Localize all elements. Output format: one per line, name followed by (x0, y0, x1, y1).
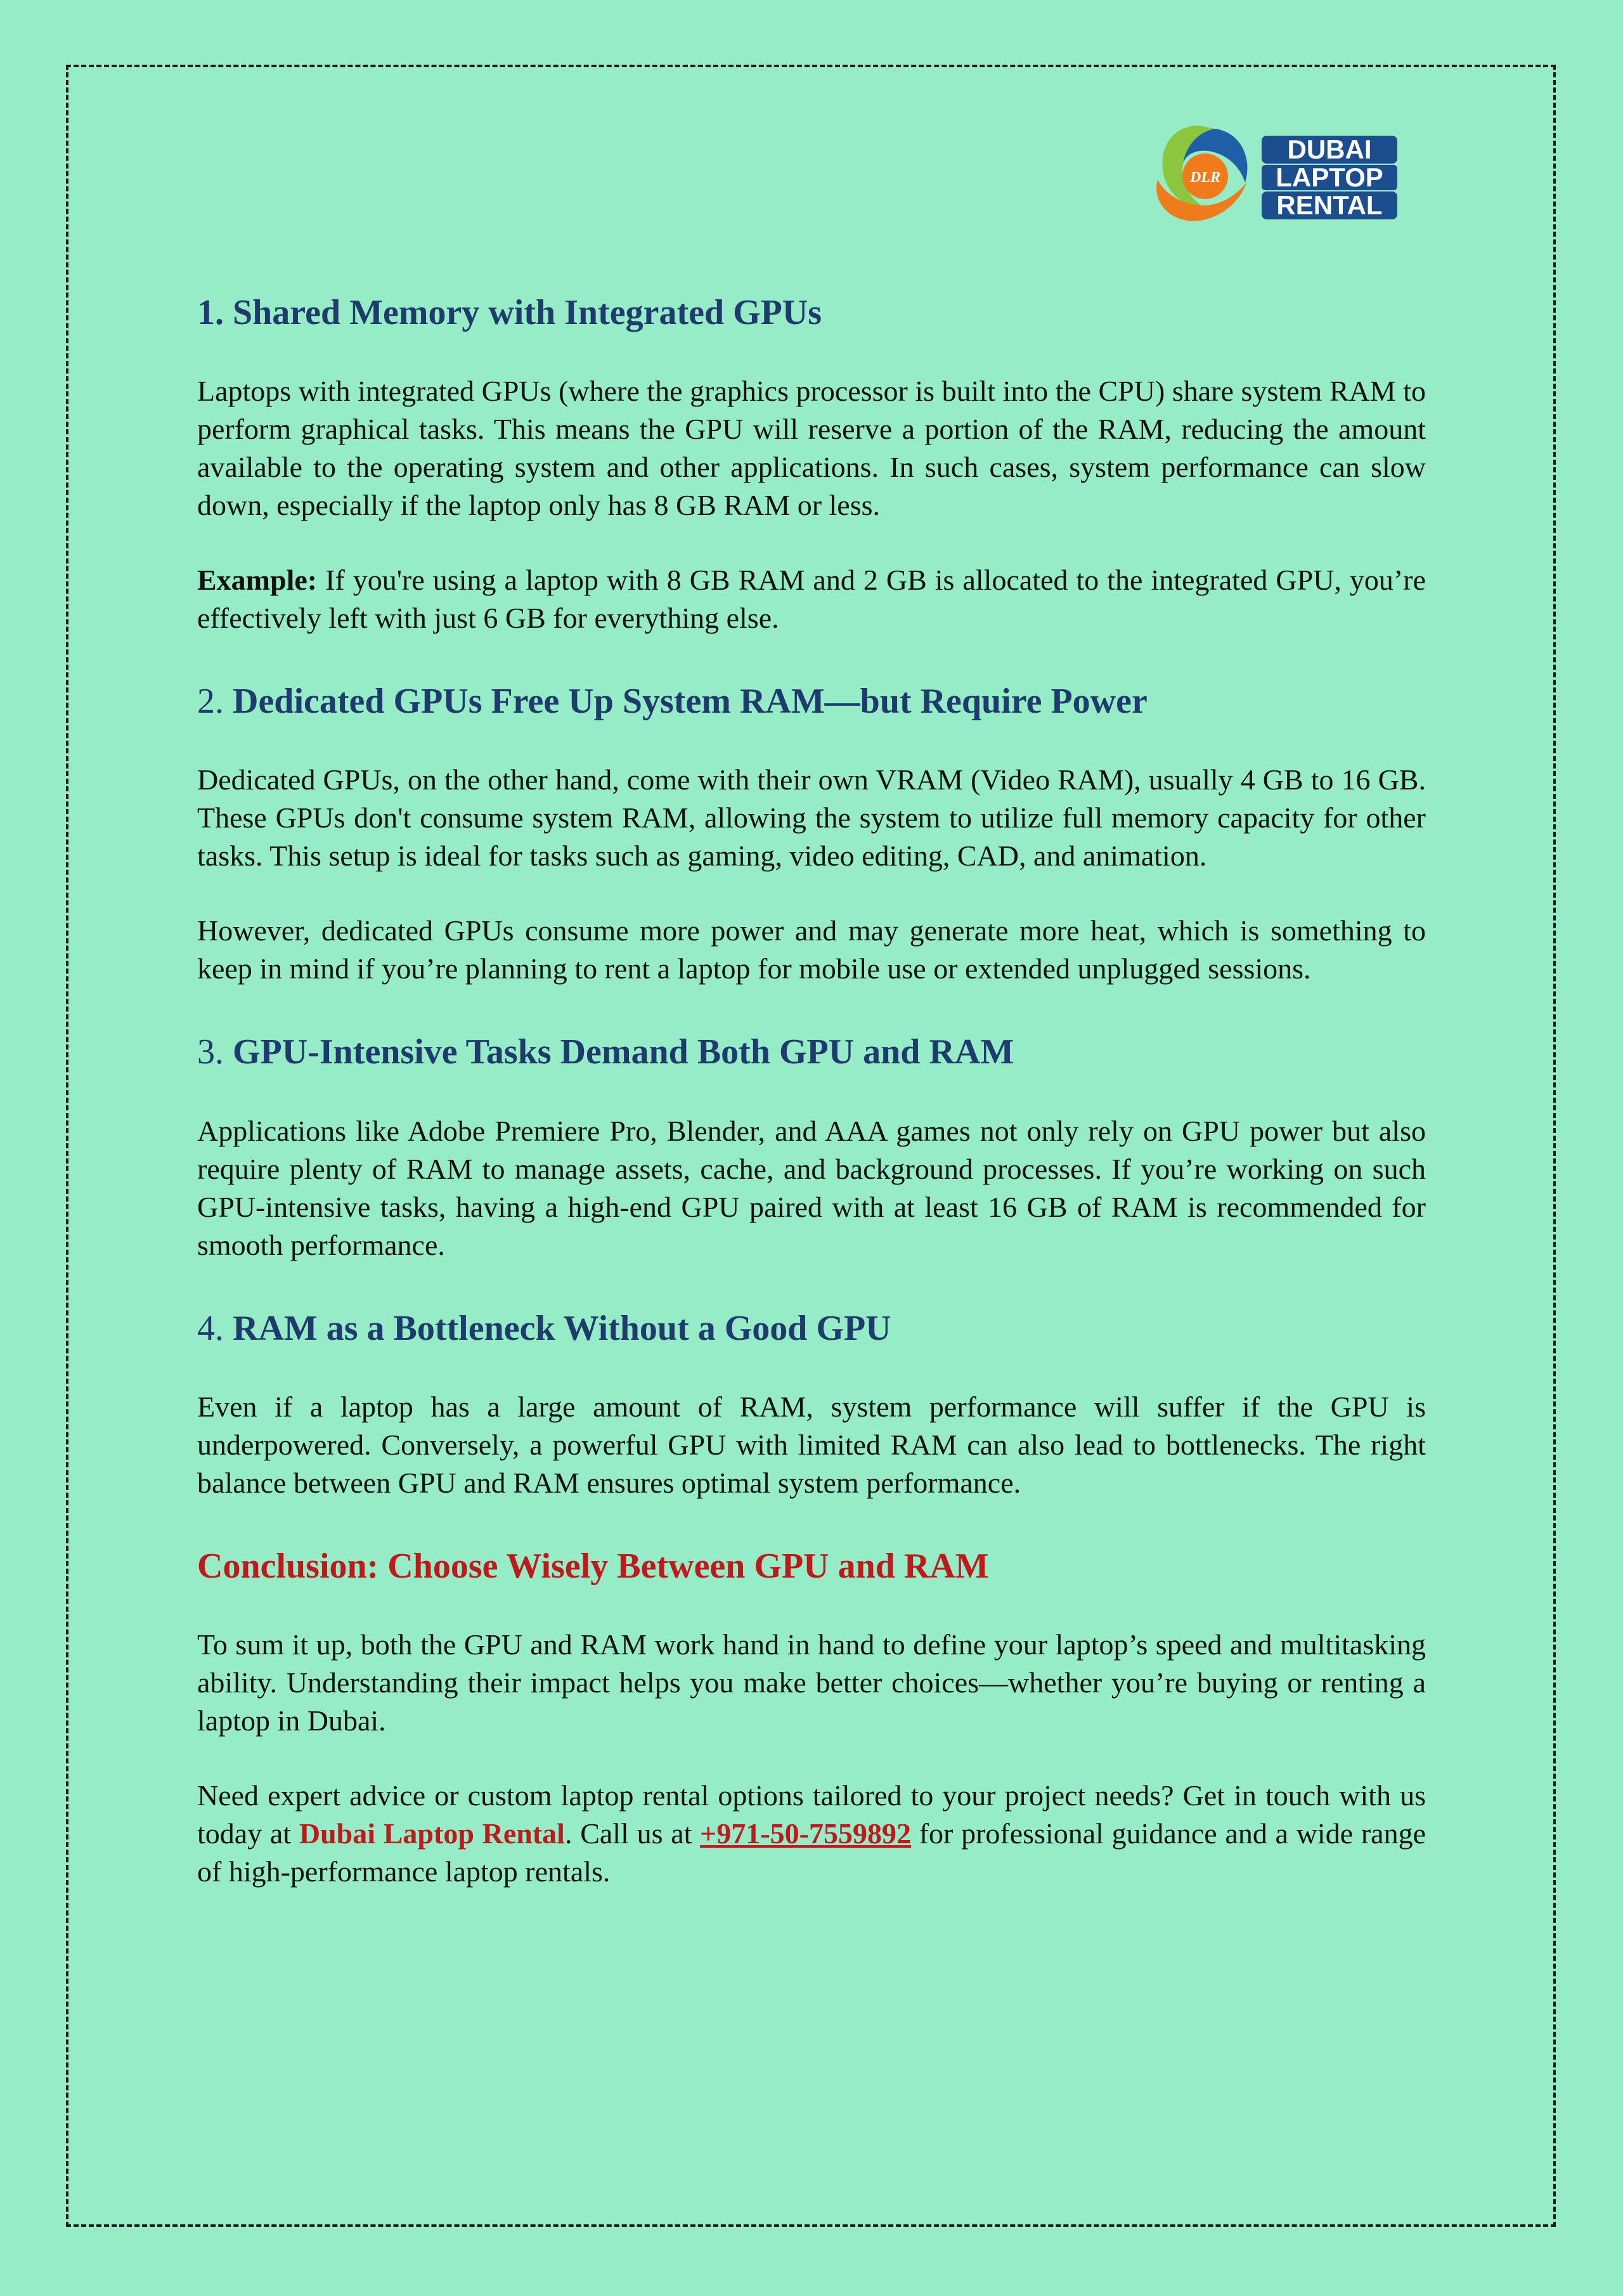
section-1-example (197, 561, 1426, 637)
example-label: Example: (197, 564, 318, 597)
conclusion-heading: Conclusion: Choose Wisely Between GPU and RAM (197, 1546, 989, 1586)
section-3-paragraph: Applications like Adobe Premiere Pro, Blender, and AAA games not only rely on GPU power but also require plenty of RAM to manage assets, cache, and background processes. If you’re working on such GPU-intensive tasks, having a high-end GPU paired with at least 16 GB of RAM is recommended for smooth performance. (197, 1114, 1426, 1261)
phone-link[interactable]: +971-50-7559892 (700, 1817, 911, 1850)
logo-line-2: LAPTOP (1276, 162, 1383, 192)
section-3-title: GPU-Intensive Tasks Demand Both GPU and RAM (233, 1032, 1014, 1072)
logo-line-3: RENTAL (1276, 190, 1383, 220)
section-3-heading (197, 1031, 1426, 1073)
cta-text-a: Need expert advice or custom laptop rental options tailored to your project needs? Get in touch with us today at (197, 1779, 1426, 1850)
conclusion-paragraph-2 (197, 1777, 1426, 1891)
cta-text-b: . Call us at (564, 1817, 701, 1850)
logo-line-1: DUBAI (1287, 134, 1372, 164)
section-2-paragraph-2: However, dedicated GPUs consume more power and may generate more heat, which is something to keep in mind if you’re planning to rent a laptop for mobile use or extended unplugged sessions. (197, 914, 1426, 985)
section-4-number: 4. (197, 1308, 224, 1348)
cta-text-c: for professional guidance and a wide range of high-performance laptop rentals. (197, 1817, 1426, 1888)
section-3-number: 3. (197, 1032, 224, 1072)
section-4-paragraph: Even if a laptop has a large amount of RAM, system performance will suffer if the GPU is underpowered. Conversely, a powerful GPU with limited RAM can also lead to bottlenecks. The right balance between GPU and RAM ensures optimal system performance. (197, 1390, 1426, 1499)
article-body (197, 292, 1426, 1891)
logo-monogram: DLR (1190, 169, 1220, 186)
section-4-title: RAM as a Bottleneck Without a Good GPU (233, 1308, 891, 1348)
example-text: If you're using a laptop with 8 GB RAM and 2 GB is allocated to the integrated GPU, you’re effectively left with just 6 GB for everything else. (197, 564, 1426, 635)
section-2-number: 2. (197, 682, 224, 722)
section-2-heading (197, 680, 1426, 723)
dubai-laptop-rental-logo (1145, 119, 1405, 227)
section-1-title: Shared Memory with Integrated GPUs (233, 293, 822, 332)
section-4-heading (197, 1307, 1426, 1350)
section-1-paragraph: Laptops with integrated GPUs (where the graphics processor is built into the CPU) share system RAM to perform graphical tasks. This means the GPU will reserve a portion of the RAM, reducing the amount available to the operating system and other applications. In such cases, system performance can slow down, especially if the laptop only has 8 GB RAM or less. (197, 375, 1426, 522)
section-2-title: Dedicated GPUs Free Up System RAM—but Require Power (233, 682, 1148, 722)
brand-name: Dubai Laptop Rental (299, 1817, 565, 1850)
section-1-number: 1. (197, 293, 224, 332)
conclusion-paragraph-1: To sum it up, both the GPU and RAM work hand in hand to define your laptop’s speed and multitasking ability. Understanding their impact helps you make better choices—whether you’re buying or renting a laptop in Dubai. (197, 1628, 1426, 1737)
section-1-heading (197, 292, 1426, 334)
section-2-paragraph-1: Dedicated GPUs, on the other hand, come with their own VRAM (Video RAM), usually 4 GB to 16 GB. These GPUs don't consume system RAM, allowing the system to utilize full memory capacity for other tasks. This setup is ideal for tasks such as gaming, video editing, CAD, and animation. (197, 763, 1426, 872)
